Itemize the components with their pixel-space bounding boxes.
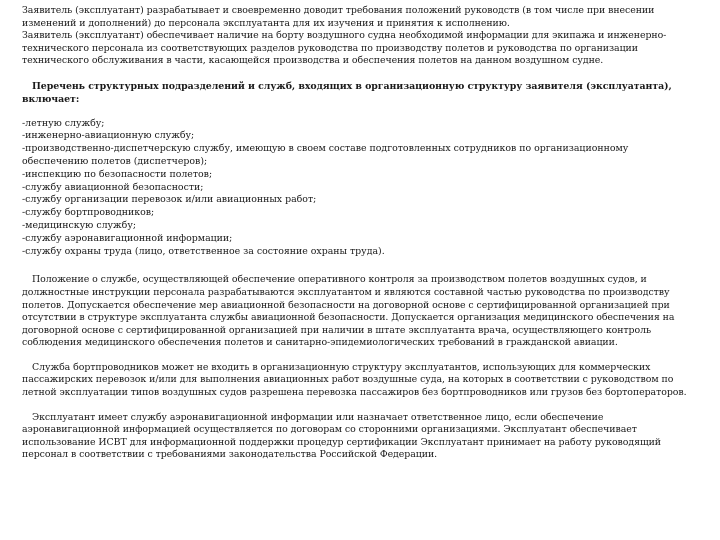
text-line: Заявитель (эксплуатант) разрабатывает и своевременно доводит требования положений руководств (в том числе при внесении	[22, 5, 655, 16]
text-line: персонал в соответствии с требованиями законодательства Российской Федерации.	[22, 449, 438, 461]
text-line: отсутствии в структуре эксплуатанта службы авиационной безопасности. Допускается организация медицинского обеспечения на	[22, 312, 675, 324]
ais-paragraph	[22, 412, 712, 462]
text-line: Положение о службе, осуществляющей обеспечение оперативного контроля за производством полетов воздушных судов, и	[32, 274, 647, 286]
text-line: аэронавигационной информацией осуществляется по договорам со сторонними организациями. Эксплуатант обеспечивает	[22, 424, 637, 436]
list-item: -инспекцию по безопасности полетов;	[22, 168, 213, 180]
text-line: полетов. Допускается обеспечение мер авиационной безопасности на договорной основе с сертифицированной организацией при	[22, 299, 670, 311]
list-item: -инженерно-авиационную службу;	[22, 130, 195, 142]
list-item: -производственно-диспетчерскую службу, имеющую в своем составе подготовленных сотрудников по организационному	[22, 143, 629, 155]
text-line: договорной основе с сертифицированной организацией при наличии в штате эксплуатанта врача, осуществляющего контроль	[22, 324, 652, 336]
text-line: летной эксплуатации типов воздушных судов разрешена перевозка пассажиров без бортпроводников или грузов без бортоператоров.	[22, 387, 687, 399]
text-line: пассажирских перевозок и/или для выполнения авиационных работ воздушные суда, на которых в соответствии с руководством по	[22, 374, 674, 386]
text-line: должностные инструкции персонала разрабатываются эксплуатантом и являются составной частью руководства по производству	[22, 286, 670, 298]
list-item: -службу организации перевозок и/или авиационных работ;	[22, 194, 317, 206]
text-line: Служба бортпроводников может не входить в организационную структуру эксплуатантов, использующих для коммерческих	[32, 361, 651, 373]
heading-line: Перечень структурных подразделений и служб, входящих в организационную структуру заявителя (эксплуатанта),	[32, 80, 672, 92]
text-line: использование ИСВТ для информационной поддержки процедур сертификации Эксплуатант принимает на работу руководящий	[22, 436, 662, 448]
text-line: Заявитель (эксплуатант) обеспечивает наличие на борту воздушного судна необходимой информации для экипажа и инженерно-	[22, 30, 667, 42]
cabin-crew-paragraph	[22, 362, 712, 400]
service-paragraph	[22, 274, 712, 350]
text-line: технического персонала из соответствующих разделов руководства по производству полетов и руководства по организации	[22, 42, 638, 54]
list-item: -службу аэронавигационной информации;	[22, 232, 233, 244]
list-item: -службу авиационной безопасности;	[22, 181, 204, 193]
text-line: Эксплуатант имеет службу аэронавигационной информации или назначает ответственное лицо, если обеспечение	[32, 411, 604, 423]
text-line: изменений и дополнений) до персонала эксплуатанта для их изучения и принятия к исполнению.	[22, 17, 510, 29]
heading-line: включает:	[22, 93, 80, 105]
text-line: технического обслуживания в части, касающейся производства и обеспечения полетов на данном воздушном судне.	[22, 55, 604, 67]
list-item: -службу охраны труда (лицо, ответственное за состояние охраны труда).	[22, 245, 385, 257]
section-heading	[22, 81, 712, 107]
text-line: соблюдения медицинского обеспечения полетов и санитарно-эпидемиологических требований в гражданской авиации.	[22, 337, 618, 349]
intro-paragraph	[22, 5, 712, 68]
list-item: -службу бортпроводников;	[22, 207, 155, 219]
list-item: -медицинскую службу;	[22, 219, 136, 231]
list-item: -летную службу;	[22, 117, 105, 129]
structure-list	[22, 118, 712, 259]
list-item: обеспечению полетов (диспетчеров);	[22, 155, 208, 167]
